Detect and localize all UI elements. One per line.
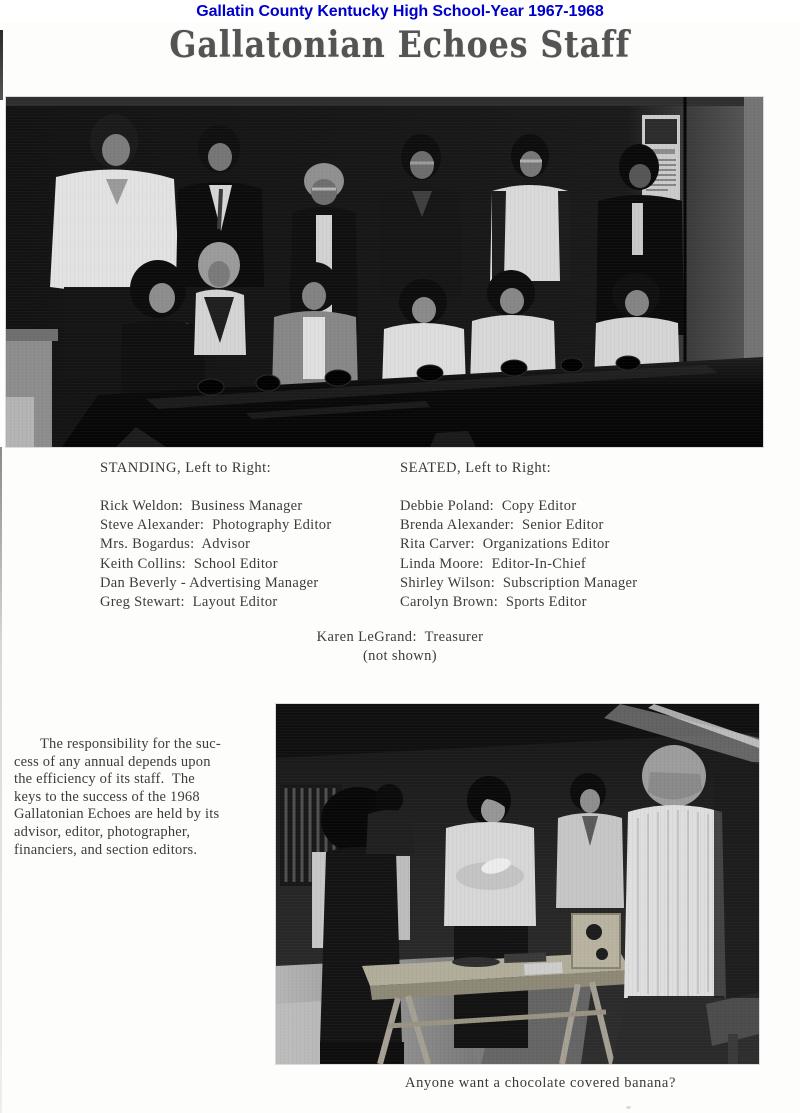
photo-caption: Anyone want a chocolate covered banana?	[405, 1075, 676, 1091]
page-title-wrap	[0, 24, 800, 66]
paragraph-line: financiers, and section editors.	[14, 841, 198, 858]
staff-line: Dan Beverly - Advertising Manager	[100, 574, 319, 591]
scan-edge-artifact	[0, 30, 3, 100]
not-shown-line: (not shown)	[362, 648, 438, 664]
paragraph-line: keys to the success of the 1968	[14, 788, 200, 805]
staff-line: Mrs. Bogardus: Advisor	[100, 536, 251, 553]
staff-line: Shirley Wilson: Subscription Manager	[400, 574, 638, 591]
staff-line: Keith Collins: School Editor	[100, 555, 278, 572]
seated-column	[400, 460, 637, 612]
radiator	[6, 329, 58, 447]
treasurer-note	[0, 628, 800, 666]
candid-photo	[276, 704, 759, 1064]
staff-line: Linda Moore: Editor-In-Chief	[400, 555, 586, 572]
scan-edge-artifact	[0, 447, 2, 1113]
treasurer-line: Karen LeGrand: Treasurer	[316, 629, 484, 645]
paragraph-line: advisor, editor, photographer,	[14, 823, 191, 840]
staff-line: Steve Alexander: Photography Editor	[100, 517, 332, 534]
staff-line: Brenda Alexander: Senior Editor	[400, 517, 604, 534]
staff-line: Debbie Poland: Copy Editor	[400, 498, 577, 514]
paragraph-line: cess of any annual depends upon	[14, 753, 211, 770]
scan-speck	[626, 1106, 631, 1109]
staff-group-photo	[6, 97, 763, 447]
page-title: Gallatonian Echoes Staff	[169, 24, 631, 66]
paragraph-line: The responsibility for the suc-	[40, 736, 221, 752]
intro-paragraph	[14, 736, 264, 859]
staff-line: Rick Weldon: Business Manager	[100, 498, 303, 514]
standing-column	[100, 460, 331, 612]
standing-heading: STANDING, Left to Right:	[100, 460, 272, 476]
page-header: Gallatin County Kentucky High School-Year 1967-1968	[196, 3, 604, 20]
staff-line: Greg Stewart: Layout Editor	[100, 594, 278, 611]
staff-group-photo-illustration	[6, 97, 763, 447]
candid-photo-illustration	[276, 704, 759, 1064]
paragraph-line: Gallatonian Echoes are held by its	[14, 806, 220, 823]
paragraph-line: the efficiency of its staff. The	[14, 771, 195, 788]
staff-line: Rita Carver: Organizations Editor	[400, 536, 610, 553]
staff-line: Carolyn Brown: Sports Editor	[400, 594, 587, 611]
box-with-holes	[572, 914, 620, 968]
seated-heading: SEATED, Left to Right:	[400, 460, 552, 476]
